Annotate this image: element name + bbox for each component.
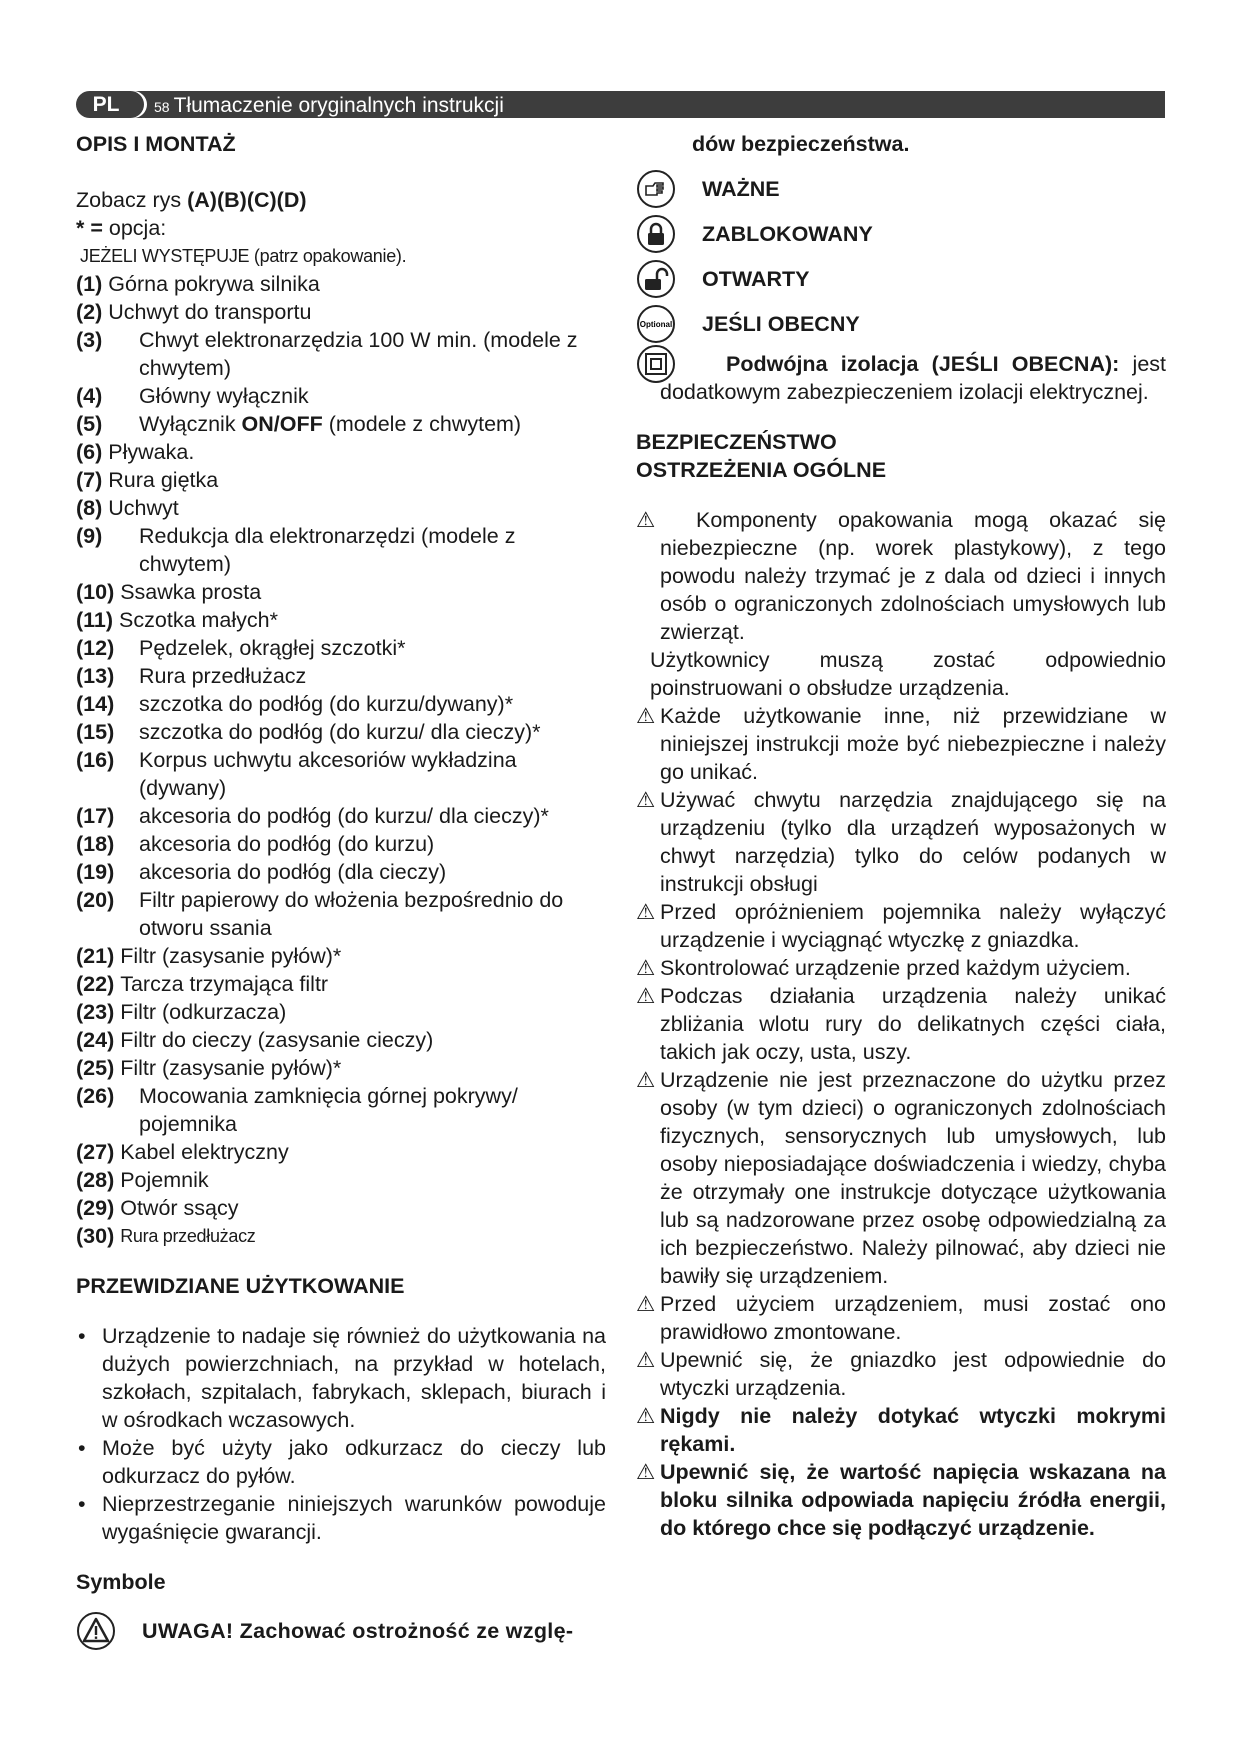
warning-icon: ⚠ [636, 1068, 656, 1092]
item-text: Filtr do cieczy (zasysanie cieczy) [120, 1028, 434, 1052]
item-text: Redukcja dla elektronarzędzi (modele z chwytem) [139, 524, 516, 576]
symbol-label: JEŚLI OBECNY [702, 311, 860, 336]
list-item [76, 326, 606, 382]
item-text: Otwór ssący [120, 1196, 239, 1220]
see-figure-line: Zobacz rys (A)(B)(C)(D) [76, 188, 307, 212]
item-number: (18) [76, 832, 115, 856]
warning-text: Każde użytkowanie inne, niż przewidziane w niniejszej instrukcji może być niebezpieczne i należy go unikać. [660, 704, 1166, 784]
warning-item [636, 982, 1166, 1066]
section-symbols-title: Symbole [76, 1570, 166, 1594]
item-number: (6) [76, 440, 103, 464]
bullet-item [76, 1434, 606, 1490]
item-text: Górna pokrywa silnika [108, 272, 320, 296]
list-item [76, 998, 606, 1026]
language-badge: PL [76, 91, 136, 118]
item-text: Filtr papierowy do włożenia bezpośrednio do otworu ssania [139, 888, 564, 940]
item-number: (15) [76, 720, 115, 744]
warning-icon: ⚠ [636, 1348, 656, 1372]
list-item [76, 634, 606, 662]
item-text: Uchwyt [108, 496, 179, 520]
item-number: (19) [76, 860, 115, 884]
header-title [154, 91, 1155, 118]
list-item [76, 1194, 606, 1222]
list-item [76, 270, 606, 298]
item-number: (11) [76, 608, 114, 632]
warning-item [636, 1458, 1166, 1542]
list-item [76, 298, 606, 326]
warning-item [636, 1066, 1166, 1290]
warning-item [636, 1290, 1166, 1346]
list-item [76, 830, 606, 858]
item-number: (22) [76, 972, 115, 996]
section-description-title: OPIS I MONTAŻ [76, 132, 236, 156]
double-insulation-block [636, 350, 1166, 406]
item-number: (13) [76, 664, 115, 688]
warning-icon: ⚠ [636, 788, 656, 812]
warning-icon: ⚠ [636, 1292, 656, 1316]
list-item [76, 718, 606, 746]
item-text: Pływaka. [108, 440, 195, 464]
warning-text: Upewnić się, że gniazdko jest odpowiednie do wtyczki urządzenia. [660, 1348, 1166, 1400]
warning-icon: ⚠ [636, 704, 656, 728]
safety-title: BEZPIECZEŃSTWO [636, 430, 837, 454]
symbol-row [636, 211, 1166, 256]
item-number: (30) [76, 1224, 115, 1248]
item-text: Mocowania zamknięcia górnej pokrywy/ pojemnika [139, 1084, 518, 1136]
warning-icon: ⚠ [636, 1460, 656, 1484]
warning-icon: ⚠ [636, 508, 656, 532]
symbol-row [636, 166, 1166, 211]
list-item [76, 410, 606, 438]
warning-icon: ⚠ [636, 1404, 656, 1428]
item-number: (10) [76, 580, 115, 604]
item-number: (25) [76, 1056, 115, 1080]
parts-list [76, 270, 606, 1250]
item-text: Korpus uchwytu akcesoriów wykładzina (dywany) [139, 748, 517, 800]
item-text: Sczotka małych* [119, 608, 278, 632]
warning-item [636, 1402, 1166, 1458]
list-item [76, 1166, 606, 1194]
item-text: Rura przedłużacz [120, 1226, 256, 1246]
item-text: Rura giętka [108, 468, 219, 492]
symbols-list [636, 166, 1166, 346]
list-item [76, 578, 606, 606]
item-text: Filtr (zasysanie pyłów)* [120, 1056, 342, 1080]
warning-text: Przed użyciem urządzeniem, musi zostać ono prawidłowo zmontowane. [660, 1292, 1166, 1344]
list-item [76, 1138, 606, 1166]
item-number: (2) [76, 300, 103, 324]
double-insulation-icon [636, 344, 676, 384]
warning-text: Urządzenie nie jest przeznaczone do użytku przez osoby (w tym dzieci) o ograniczonych zdolnościach fizycznych, sensorycznych lub umysłowych, lub osoby nieposiadające doświadczenia i wiedzy, chyba że otrzymały one instrukcje dotyczące użytkowania lub są nadzorowane przez osobę odpowiedzialną za ich bezpieczeństwo. Należy pilnować, aby dzieci nie bawiły się urządzeniem. [660, 1068, 1166, 1288]
item-number: (3) [76, 328, 103, 352]
general-warnings-title: OSTRZEŻENIA OGÓLNE [636, 458, 887, 482]
symbol-label: WAŻNE [702, 176, 780, 201]
list-item [76, 1222, 606, 1250]
list-item [76, 522, 606, 578]
item-text: szczotka do podłóg (do kurzu/ dla cieczy)* [139, 720, 541, 744]
warning-icon: ⚠ [636, 900, 656, 924]
optional-icon [636, 304, 676, 344]
item-number: (8) [76, 496, 103, 520]
item-text: Ssawka prosta [120, 580, 262, 604]
item-text: Główny wyłącznik [139, 384, 309, 408]
list-item [76, 1082, 606, 1138]
list-item [76, 466, 606, 494]
item-number: (12) [76, 636, 115, 660]
list-item [76, 970, 606, 998]
warning-text: Podczas działania urządzenia należy unikać zbliżania wlotu rury do delikatnych części ciała, takich jak oczy, usta, uszy. [660, 984, 1166, 1064]
list-item [76, 1026, 606, 1054]
item-text: szczotka do podłóg (do kurzu/dywany)* [139, 692, 514, 716]
bullet-text: Nieprzestrzeganie niniejszych warunków powoduje wygaśnięcie gwarancji. [102, 1492, 606, 1544]
list-item [76, 438, 606, 466]
warning-icon: ⚠ [636, 984, 656, 1008]
item-text: Pojemnik [120, 1168, 209, 1192]
page-header [76, 91, 1165, 118]
page-number: 58 [154, 99, 170, 115]
item-number: (9) [76, 524, 103, 548]
warning-packaging: ⚠ Komponenty opakowania mogą okazać się niebezpieczne (np. worek plastykowy), z tego powodu należy trzymać je z dala od dzieci i innych osób o ograniczonych zdolnościach umysłowych lub zwierząt. [636, 508, 1166, 644]
warning-item [636, 954, 1166, 982]
bullet-text: Urządzenie to nadaje się również do użytkowania na dużych powierzchniach, na przykład w hotelach, szkołach, szpitalach, fabrykach, sklepach, biurach i w ośrodkach wczasowych. [102, 1324, 606, 1432]
list-item [76, 802, 606, 830]
important-icon [636, 169, 676, 209]
list-item [76, 858, 606, 886]
optional-icon-label: Optional [639, 319, 673, 329]
warning-item [636, 702, 1166, 786]
item-number: (7) [76, 468, 103, 492]
list-item [76, 662, 606, 690]
list-item [76, 690, 606, 718]
intended-use-list [76, 1322, 606, 1546]
caution-continuation: dów bezpieczeństwa. [692, 132, 910, 156]
locked-icon [636, 214, 676, 254]
warning-icon: ⚠ [636, 956, 656, 980]
symbol-label: OTWARTY [702, 266, 810, 291]
item-number: (27) [76, 1140, 115, 1164]
users-note: Użytkownicy muszą zostać odpowiednio poinstruowani o obsłudze urządzenia. [650, 648, 1166, 700]
list-item [76, 746, 606, 802]
item-text: Uchwyt do transportu [108, 300, 312, 324]
warning-item [636, 786, 1166, 898]
option-line: * = opcja: [76, 216, 167, 240]
warnings-list [636, 702, 1166, 1542]
caution-symbol-row [76, 1608, 606, 1653]
bullet-item [76, 1490, 606, 1546]
bullet-item [76, 1322, 606, 1434]
item-number: (16) [76, 748, 115, 772]
item-number: (4) [76, 384, 103, 408]
symbol-row [636, 256, 1166, 301]
item-number: (20) [76, 888, 115, 912]
item-text: Filtr (odkurzacza) [120, 1000, 287, 1024]
item-text: Rura przedłużacz [139, 664, 307, 688]
item-text: Filtr (zasysanie pyłów)* [120, 944, 342, 968]
if-present-note: JEŻELI WYSTĘPUJE (patrz opakowanie). [80, 246, 407, 266]
item-number: (26) [76, 1084, 115, 1108]
warning-text: Upewnić się, że wartość napięcia wskazana na bloku silnika odpowiada napięciu źródła energii, do którego chce się podłączyć urządzenie. [660, 1460, 1166, 1540]
item-number: (24) [76, 1028, 115, 1052]
right-column [636, 130, 1166, 1542]
symbol-row [636, 301, 1166, 346]
item-text: akcesoria do podłóg (dla cieczy) [139, 860, 447, 884]
unlocked-icon [636, 259, 676, 299]
list-item [76, 1054, 606, 1082]
bullet-dot: • [78, 1324, 86, 1348]
warning-text: Nigdy nie należy dotykać wtyczki mokrymi rękami. [660, 1404, 1166, 1456]
section-intended-use-title: PRZEWIDZIANE UŻYTKOWANIE [76, 1274, 405, 1298]
warning-item [636, 898, 1166, 954]
item-number: (29) [76, 1196, 115, 1220]
caution-icon [76, 1611, 116, 1651]
item-text: Chwyt elektronarzędzia 100 W min. (modele z chwytem) [139, 328, 578, 380]
bullet-dot: • [78, 1492, 86, 1516]
item-number: (17) [76, 804, 115, 828]
item-number: (28) [76, 1168, 115, 1192]
list-item [76, 886, 606, 942]
item-text: Pędzelek, okrągłej szczotki* [139, 636, 406, 660]
header-title-text: Tłumaczenie oryginalnych instrukcji [173, 94, 504, 117]
symbol-label: ZABLOKOWANY [702, 221, 873, 246]
left-column [76, 130, 606, 1653]
warning-text: Używać chwytu narzędzia znajdującego się na urządzeniu (tylko dla urządzeń wyposażonych w chwyt narzędzia) tylko do celów podanych w instrukcji obsługi [660, 788, 1166, 896]
list-item [76, 606, 606, 634]
bullet-dot: • [78, 1436, 86, 1460]
double-insulation-text: Podwójna izolacja (JEŚLI OBECNA): jest dodatkowym zabezpieczeniem izolacji elektrycznej. [660, 352, 1167, 404]
item-number: (14) [76, 692, 115, 716]
item-number: (21) [76, 944, 115, 968]
item-number: (23) [76, 1000, 115, 1024]
item-text: Tarcza trzymająca filtr [120, 972, 329, 996]
caution-label: UWAGA! Zachować ostrożność ze wzglę- [142, 1618, 574, 1643]
item-text: akcesoria do podłóg (do kurzu/ dla cieczy)* [139, 804, 549, 828]
warning-text: Przed opróżnieniem pojemnika należy wyłączyć urządzenie i wyciągnąć wtyczkę z gniazdka. [660, 900, 1166, 952]
item-text: akcesoria do podłóg (do kurzu) [139, 832, 435, 856]
list-item [76, 942, 606, 970]
item-number: (5) [76, 412, 103, 436]
item-text: Wyłącznik ON/OFF (modele z chwytem) [139, 412, 522, 436]
item-number: (1) [76, 272, 103, 296]
list-item [76, 494, 606, 522]
bullet-text: Może być użyty jako odkurzacz do cieczy lub odkurzacz do pyłów. [102, 1436, 606, 1488]
list-item [76, 382, 606, 410]
warning-text: Skontrolować urządzenie przed każdym użyciem. [660, 956, 1131, 980]
warning-item [636, 1346, 1166, 1402]
item-text: Kabel elektryczny [120, 1140, 289, 1164]
